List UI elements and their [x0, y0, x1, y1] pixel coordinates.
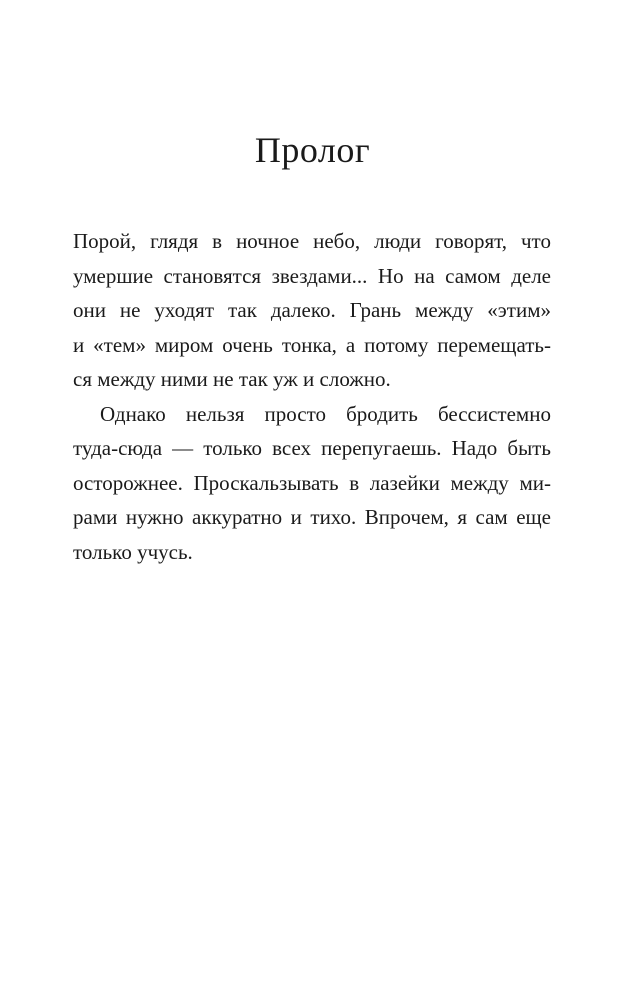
text-line: ся между ними не так уж и сложно.	[73, 367, 391, 391]
body-text	[73, 224, 551, 569]
text-line: и «тем» миром очень тонка, а потому перемещать-	[73, 332, 551, 357]
text-line: рами нужно аккуратно и тихо. Впрочем, я сам еще	[73, 505, 551, 529]
text-line: Однако нельзя просто бродить бессистемно	[100, 401, 551, 426]
text-line: Порой, глядя в ночное небо, люди говорят, что	[73, 229, 551, 253]
chapter-title: Пролог	[254, 130, 371, 170]
text-line: только учусь.	[73, 539, 193, 564]
text-line: они не уходят так далеко. Грань между «этим»	[73, 298, 551, 322]
text-line: умершие становятся звездами... Но на самом деле	[73, 263, 551, 288]
text-line: осторожнее. Проскальзывать в лазейки между ми-	[73, 470, 551, 495]
paragraph-1	[73, 224, 551, 397]
text-line: туда-сюда — только всех перепугаешь. Надо быть	[73, 436, 551, 460]
paragraph-2	[73, 397, 551, 570]
